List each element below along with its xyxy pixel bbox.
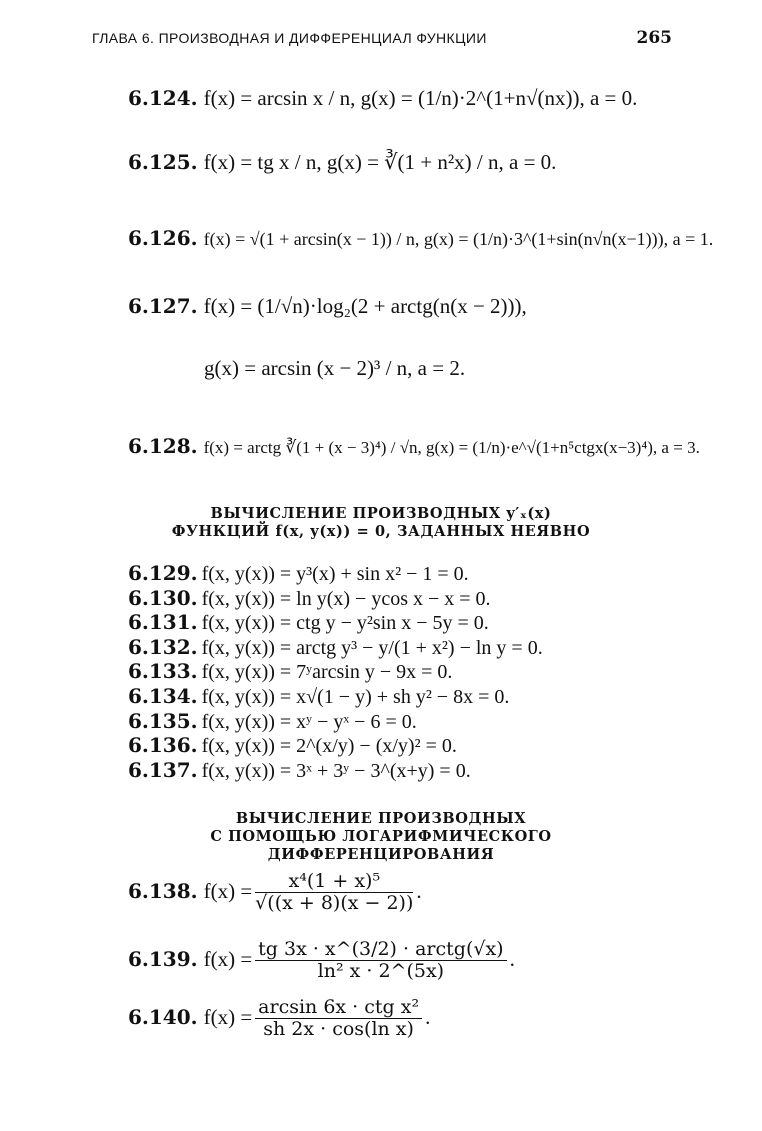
problem-number: 6.137.: [128, 758, 198, 782]
problem-number: 6.129.: [128, 561, 198, 585]
problem-6-135: [128, 709, 417, 734]
problem-number: 6.126.: [128, 226, 198, 250]
problem-formula: f(x) = (1/√n)·log₂(2 + arctg(n(x − 2))),: [203, 294, 527, 318]
problem-6-130: [128, 586, 491, 611]
problem-formula: f(x, y(x)) = x√(1 − y) + sh y² − 8x = 0.: [201, 686, 510, 708]
problem-6-132: [128, 635, 543, 660]
problem-lhs: f(x) =: [203, 947, 253, 971]
problem-formula: f(x, y(x)) = xʸ − yˣ − 6 = 0.: [201, 711, 417, 733]
problem-formula: f(x) = tg x / n, g(x) = ∛(1 + n²x) / n, a = 0.: [203, 150, 557, 174]
problem-number: 6.125.: [128, 150, 198, 174]
fraction: [255, 998, 422, 1039]
problem-formula: f(x, y(x)) = y³(x) + sin x² − 1 = 0.: [201, 563, 469, 585]
problem-6-131: [128, 610, 489, 635]
problem-number: 6.131.: [128, 610, 198, 634]
problem-number: 6.134.: [128, 684, 198, 708]
problem-6-133: [128, 659, 452, 684]
problem-formula: f(x, y(x)) = 7ʸarcsin y − 9x = 0.: [201, 661, 453, 683]
section-heading-line: ВЫЧИСЛЕНИЕ ПРОИЗВОДНЫХ y′ₓ(x): [210, 505, 552, 522]
problem-lhs: f(x) =: [203, 879, 253, 903]
problem-formula: f(x) = arctg ∛(1 + (x − 3)⁴) / √n, g(x) = (1/n)·e^√(1+n⁵ctgx(x−3)⁴), a = 3.: [203, 438, 700, 457]
problem-number: 6.128.: [128, 434, 198, 458]
section-heading-line: С ПОМОЩЬЮ ЛОГАРИФМИЧЕСКОГО: [210, 828, 552, 845]
problem-6-140: 6.140. f(x) = $\frac{\text{arcsin 6x · ctg x²}}{\text{sh 2x · cos(ln x)}}$ .: [128, 996, 431, 1040]
fraction: [255, 940, 506, 981]
problem-6-136: [128, 733, 457, 758]
page-header: [92, 28, 672, 50]
problem-6-128: [128, 436, 700, 456]
problem-formula: f(x, y(x)) = ctg y − y²sin x − 5y = 0.: [201, 612, 489, 634]
problem-number: 6.132.: [128, 635, 198, 659]
problem-number: 6.139.: [128, 947, 198, 971]
section-heading-implicit: [0, 505, 762, 541]
problem-6-138: 6.138. f(x) = $\frac{\text{x⁴(1 + x)⁵}}{√((x + 8)(x - 2))}$ .: [128, 870, 422, 914]
problem-6-125: [128, 152, 556, 173]
section-heading-log-diff: [0, 810, 762, 864]
fraction-denominator: ln² x · 2^(5x): [317, 960, 445, 982]
problem-6-129: [128, 561, 469, 586]
problem-number: 6.127.: [128, 294, 198, 318]
problem-number: 6.140.: [128, 1005, 198, 1029]
problem-6-139: 6.139. f(x) = $\frac{\text{tg 3x · x\textasciicircum{}(3/2) · arctg(√x)}}{\text{ln² x · 2\textasciicircum{}(5x)}}$ .: [128, 938, 515, 982]
fraction-numerator: tg 3x · x^(3/2) · arctg(√x): [255, 940, 506, 961]
problem-formula: g(x) = arcsin (x − 2)³ / n, a = 2.: [204, 356, 466, 380]
problem-6-124: [128, 88, 637, 109]
problem-6-137: [128, 758, 471, 783]
fraction: [255, 872, 413, 913]
problem-6-134: [128, 684, 509, 709]
section-heading-line: ФУНКЦИЙ f(x, y(x)) = 0, ЗАДАННЫХ НЕЯВНО: [171, 523, 591, 540]
fraction-denominator: sh 2x · cos(ln x): [263, 1018, 414, 1040]
problem-6-127: [128, 296, 527, 317]
problem-number: 6.138.: [128, 879, 198, 903]
problem-number: 6.124.: [128, 86, 198, 110]
running-head: ГЛАВА 6. ПРОИЗВОДНАЯ И ДИФФЕРЕНЦИАЛ ФУНКЦИИ: [92, 30, 487, 46]
problem-6-127-continued: [198, 358, 465, 379]
problem-6-126: [128, 228, 713, 248]
problem-formula: f(x, y(x)) = arctg y³ − y/(1 + x²) − ln y = 0.: [201, 637, 543, 659]
page-number: 265: [636, 28, 672, 48]
problem-number: 6.133.: [128, 659, 198, 683]
problem-formula: f(x, y(x)) = 2^(x/y) − (x/y)² = 0.: [201, 735, 457, 757]
problem-lhs: f(x) =: [203, 1005, 253, 1029]
problem-formula: f(x, y(x)) = ln y(x) − ycos x − x = 0.: [201, 588, 491, 610]
section-heading-line: ВЫЧИСЛЕНИЕ ПРОИЗВОДНЫХ: [235, 810, 527, 827]
problem-formula: f(x, y(x)) = 3ˣ + 3ʸ − 3^(x+y) = 0.: [201, 760, 471, 782]
problem-formula: f(x) = arcsin x / n, g(x) = (1/n)·2^(1+n√(nx)), a = 0.: [203, 86, 638, 110]
fraction-denominator: √((x + 8)(x − 2)): [255, 892, 414, 914]
fraction-numerator: arcsin 6x · ctg x²: [255, 998, 422, 1019]
section-heading-line: ДИФФЕРЕНЦИРОВАНИЯ: [267, 846, 495, 863]
problem-formula: f(x) = √(1 + arcsin(x − 1)) / n, g(x) = (1/n)·3^(1+sin(n√n(x−1))), a = 1.: [203, 229, 714, 249]
fraction-numerator: x⁴(1 + x)⁵: [255, 872, 413, 893]
problem-number: 6.135.: [128, 709, 198, 733]
problem-number: 6.136.: [128, 733, 198, 757]
problem-number: 6.130.: [128, 586, 198, 610]
